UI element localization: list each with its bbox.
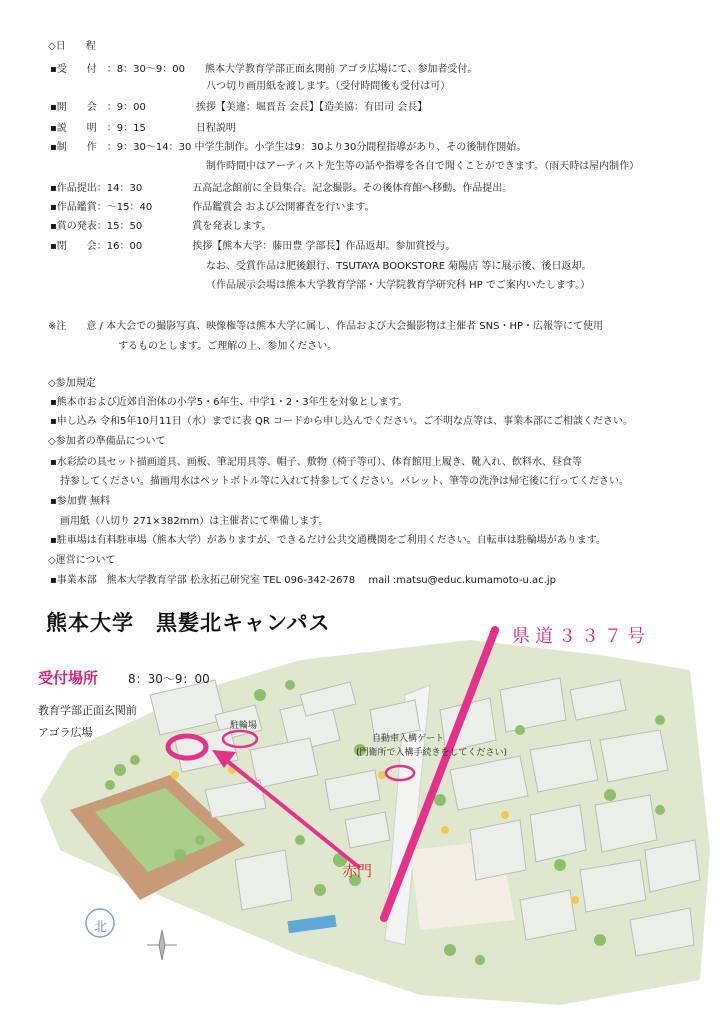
rules-heading: ◇参加規定	[48, 378, 96, 389]
parking-line: ▪駐車場は有料駐車場（熊本大学）がありますが、できるだけ公共交通機関をご利用ください。自転車は駐輪場があります。	[50, 535, 606, 546]
campus-map-illustration	[0, 600, 724, 1024]
schedule-line: ▪説 明 ：9：15 日程説明	[50, 123, 236, 134]
rules-line: ▪申し込み 令和5年10月11日（水）までに表 QR コードから申し込んでください。ご不明な点等は、事業本部にご相談ください。	[50, 416, 633, 427]
schedule-line: ▪閉 会：16：00 挨拶【熊本大学：藤田豊 学部長】作品返却。参加賞授与。	[50, 241, 456, 252]
schedule-line: ▪賞の発表：15：50 賞を発表します。	[50, 221, 272, 232]
schedule-line: ▪制 作 ：9：30〜14：30 中学生制作。小学生は9：30より30分間程指導があり、その後制作開始。	[50, 142, 527, 153]
fee-note: 画用紙（八切り 271×382mm）は主催者にて準備します。	[60, 516, 329, 527]
fee-line: ▪参加費 無料	[50, 496, 110, 507]
map-title: 熊本大学 黒髪北キャンパス	[46, 611, 331, 635]
schedule-line: ▪受 付 ：8：30〜9：00 熊本大学教育学部正面玄関前 アゴラ広場にて、参加者受付。	[50, 64, 478, 75]
schedule-line: （作品展示会場は熊本大学教育学部・大学院教育学研究科 HP でご案内いたします。）	[206, 280, 591, 291]
rules-line: ▪熊本市および近郊自治体の小学5・6年生、中学1・2・3年生を対象とします。	[50, 397, 408, 408]
akamon-label: 赤門	[342, 862, 373, 880]
reception-title: 受付場所	[38, 669, 99, 687]
items-line: 持参してください。描画用水はペットボトル等に入れて持参してください。パレット、筆等の洗浄は帰宅後に行ってください。	[60, 476, 629, 487]
gate-note: (門衛所で入構手続きをしてください)	[356, 748, 508, 758]
reception-location: 教育学部正面玄関前	[38, 704, 137, 717]
schedule-line: なお、受賞作品は肥後銀行、TSUTAYA BOOKSTORE 菊陽店 等に展示後、後日返却。	[206, 261, 592, 272]
schedule-heading: ◇日 程	[48, 41, 96, 52]
items-heading: ◇参加者の準備品について	[48, 436, 166, 447]
compass-rose-icon	[147, 930, 177, 960]
schedule-line: ▪作品鑑賞：〜15：40 作品鑑賞会 および公開審査を行います。	[50, 202, 375, 213]
route-label: 県道３３７号	[512, 626, 650, 647]
items-line: ▪水彩絵の具セット描画道具、画板、筆記用具等、帽子、敷物（椅子等可）、体育館用上履き、靴入れ、飲料水、昼食等	[50, 457, 582, 468]
schedule-line: ▪作品提出：14：30 五高記念館前に全員集合。記念撮影。その後体育館へ移動。作品提出。	[50, 183, 513, 194]
notice-line: するものとします。ご理解の上、参加ください。	[118, 341, 338, 352]
reception-location: アゴラ広場	[38, 726, 93, 739]
notice-line: ※注 意 / 本大会での撮影写真、映像権等は熊本大学に属し、作品および大会撮影物は主催者 SNS・HP・広報等にて使用	[48, 321, 604, 332]
schedule-line: 制作時間中はアーティスト先生等の話や指導を各自で聞くことができます。（雨天時は屋内制作）	[206, 161, 640, 172]
bike-parking-label: 駐輪場	[230, 721, 258, 731]
gate-label: 自動車入構ゲート	[372, 734, 445, 744]
schedule-line: ▪開 会 ：9：00 挨拶【美違：堀晋吾 会長】【造美協：有田司 会長】	[50, 102, 428, 113]
schedule-line: 八つ切り画用紙を渡します。（受付時間後も受付は可）	[206, 81, 451, 92]
campus-map	[0, 600, 724, 1024]
operation-heading: ◇運営について	[48, 555, 116, 566]
north-label: 北	[94, 920, 108, 935]
operation-line: ▪事業本部 熊本大学教育学部 松永拓己研究室 TEL 096-342-2678 mail :matsu@educ.kumamoto-u.ac.jp	[50, 575, 556, 586]
reception-time: 8：30〜9：00	[128, 672, 210, 686]
